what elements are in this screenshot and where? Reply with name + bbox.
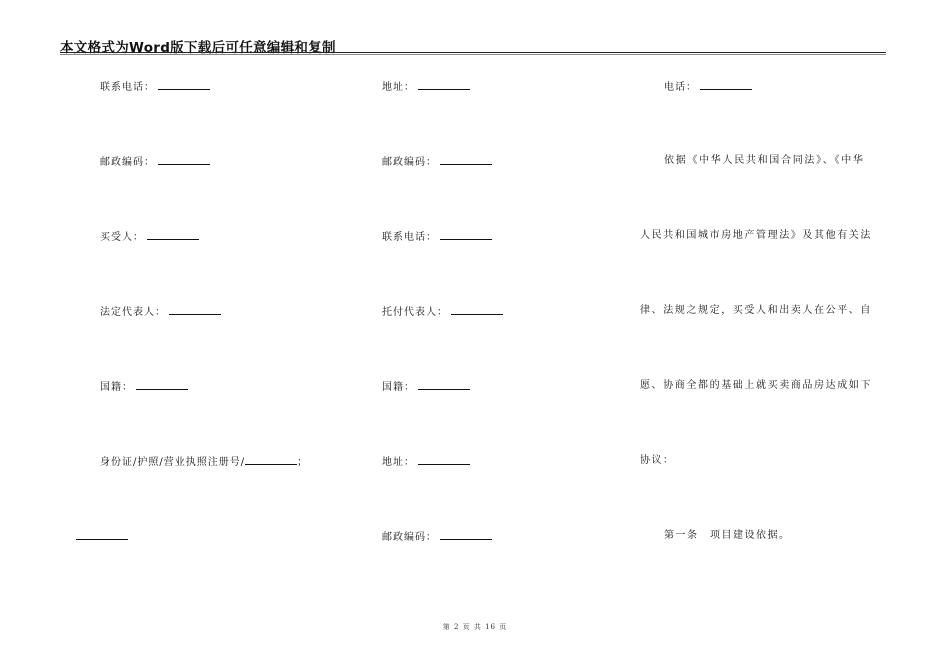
field-label: 邮政编码： [100, 157, 155, 168]
blank-line [136, 380, 188, 390]
middle-field-address-2 [382, 455, 470, 469]
blank-line [440, 230, 492, 240]
field-label: 买受人： [100, 232, 144, 243]
blank-line [147, 230, 199, 240]
field-label: 国籍： [100, 382, 133, 393]
paragraph-line: 依据《中华人民共和国合同法》、《中华 [664, 155, 865, 166]
left-field-id-number [100, 455, 308, 469]
left-field-postal-code [100, 155, 210, 169]
field-label: 地址： [382, 457, 415, 468]
blank-line [440, 155, 492, 165]
field-label: 联系电话： [100, 82, 155, 93]
blank-line [245, 455, 297, 465]
field-label: 法定代表人： [100, 307, 166, 318]
field-label: 托付代表人： [382, 307, 448, 318]
left-field-contact-phone [100, 80, 210, 94]
blank-line [169, 305, 221, 315]
blank-line [158, 80, 210, 90]
field-label: 国籍： [382, 382, 415, 393]
left-continuation-blank [76, 530, 128, 544]
field-label: 电话： [664, 82, 697, 93]
blank-line [158, 155, 210, 165]
blank-line [418, 455, 470, 465]
field-suffix: ； [297, 457, 309, 468]
left-field-buyer [100, 230, 199, 244]
field-label: 邮政编码： [382, 532, 437, 543]
blank-line [76, 530, 128, 540]
document-title: 本文格式为Word版下载后可任意编辑和复制 [60, 40, 336, 56]
field-label: 身份证/护照/营业执照注册号/ [100, 457, 246, 468]
paragraph-line: 律、法规之规定，买受人和出卖人在公平、自 [640, 305, 872, 316]
middle-field-address [382, 80, 470, 94]
field-label: 邮政编码： [382, 157, 437, 168]
article-heading: 第一条 项目建设依据。 [664, 530, 791, 541]
blank-line [451, 305, 503, 315]
middle-field-contact-phone [382, 230, 492, 244]
left-field-nationality [100, 380, 188, 394]
blank-line [418, 80, 470, 90]
blank-line [700, 80, 752, 90]
paragraph-line: 人民共和国城市房地产管理法》及其他有关法 [640, 230, 872, 241]
page-number: 第 2 页 共 16 页 [442, 623, 508, 631]
blank-line [418, 380, 470, 390]
blank-line [440, 530, 492, 540]
right-field-phone [664, 80, 752, 94]
paragraph-line: 愿、协商全都的基础上就买卖商品房达成如下 [640, 380, 872, 391]
field-label: 地址： [382, 82, 415, 93]
field-label: 联系电话： [382, 232, 437, 243]
middle-field-postal-code [382, 155, 492, 169]
middle-field-agent [382, 305, 503, 319]
middle-field-postal-code-2 [382, 530, 492, 544]
left-field-legal-rep [100, 305, 221, 319]
middle-field-nationality [382, 380, 470, 394]
paragraph-line: 协议： [640, 455, 675, 466]
header-divider [60, 52, 886, 55]
